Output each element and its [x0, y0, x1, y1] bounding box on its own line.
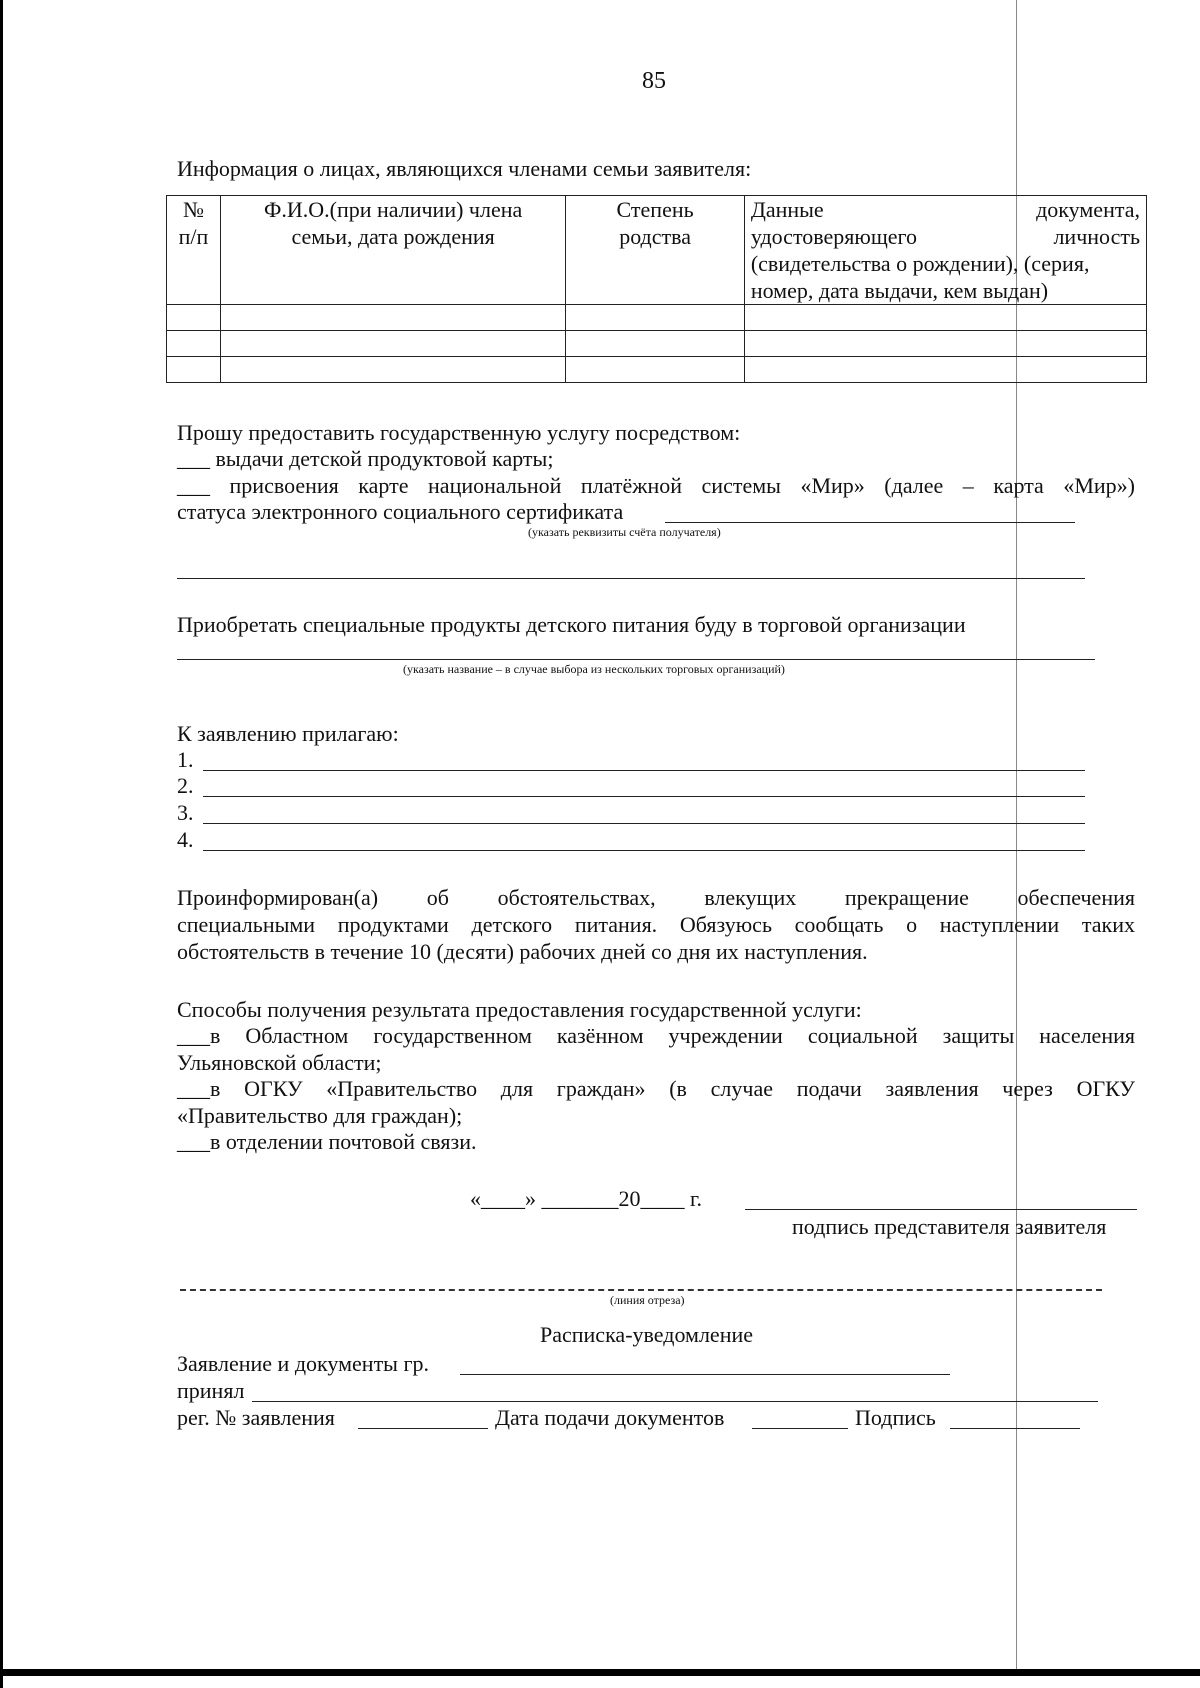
receipt-sign-line[interactable] — [950, 1428, 1080, 1429]
cell[interactable] — [167, 331, 221, 357]
delivery-heading: Способы получения результата предоставления государственной услуги: — [177, 997, 862, 1022]
receipt-accepted-line[interactable] — [252, 1401, 1098, 1402]
cell[interactable] — [744, 305, 1146, 331]
scan-left-edge — [0, 0, 3, 1688]
store-name-line[interactable] — [177, 659, 1095, 660]
cut-line-caption: (линия отреза) — [610, 1293, 685, 1307]
receipt-applicant-line[interactable] — [460, 1374, 950, 1375]
cell[interactable] — [744, 357, 1146, 383]
service-option-card: ___ выдачи детской продуктовой карты; — [177, 446, 554, 471]
attachment-line[interactable] — [203, 796, 1085, 797]
delivery-option-post: ___в отделении почтовой связи. — [177, 1129, 477, 1154]
family-table — [166, 195, 1147, 383]
header-fio: Ф.И.О.(при наличии) члена семьи, дата рождения — [220, 196, 566, 305]
store-caption: (указать название – в случае выбора из нескольких торговых организаций) — [403, 662, 785, 676]
cut-line — [180, 1289, 1102, 1291]
delivery-option-oguk-line2: Ульяновской области; — [177, 1050, 382, 1075]
delivery-option-oguk: ___в Областном государственном казённом учреждении социальной защиты населения — [177, 1023, 1135, 1048]
store-text: Приобретать специальные продукты детского питания буду в торговой организации — [177, 612, 966, 637]
receipt-sign-label: Подпись — [855, 1405, 936, 1430]
attachment-line[interactable] — [203, 823, 1085, 824]
table-header-row — [167, 196, 1147, 305]
service-option-mir-line2: статуса электронного социального сертификата — [177, 499, 624, 524]
receipt-date-label: Дата подачи документов — [495, 1405, 725, 1430]
page-number: 85 — [642, 68, 666, 94]
receipt-reg-line[interactable] — [358, 1428, 488, 1429]
attachment-number: 3. — [177, 800, 194, 825]
signature-caption: подпись представителя заявителя — [792, 1214, 1107, 1239]
cell[interactable] — [220, 305, 566, 331]
delivery-option-gov-line2: «Правительство для граждан); — [177, 1103, 463, 1128]
attachments-heading: К заявлению прилагаю: — [177, 721, 399, 746]
header-document: Данные документа, удостоверяющего личность (свидетельства о рождении), (серия, номер, дата выдачи, кем выдан) — [744, 196, 1146, 305]
receipt-title: Расписка-уведомление — [540, 1322, 754, 1347]
receipt-applicant-label: Заявление и документы гр. — [177, 1351, 429, 1376]
receipt-accepted-label: принял — [177, 1378, 245, 1403]
cell[interactable] — [566, 331, 744, 357]
cell[interactable] — [167, 305, 221, 331]
account-details-line[interactable] — [665, 522, 1075, 523]
family-heading: Информация о лицах, являющихся членами семьи заявителя: — [177, 156, 752, 181]
cell[interactable] — [744, 331, 1146, 357]
header-num: № п/п — [167, 196, 221, 305]
receipt-reg-label: рег. № заявления — [177, 1405, 335, 1430]
table-row — [167, 331, 1147, 357]
delivery-option-gov: ___в ОГКУ «Правительство для граждан» (в случае подачи заявления через ОГКУ — [177, 1076, 1135, 1101]
informed-line2: специальными продуктами детского питания. Обязуюсь сообщать о наступлении таких — [177, 912, 1135, 937]
attachment-line[interactable] — [203, 770, 1085, 771]
informed-line3: обстоятельств в течение 10 (десяти) рабочих дней со дня их наступления. — [177, 939, 868, 964]
service-option-mir-line1: ___ присвоения карте национальной платёжной системы «Мир» (далее – карта «Мир») — [177, 473, 1135, 498]
signature-date: «____» _______20____ г. — [470, 1186, 703, 1211]
account-details-line-2[interactable] — [177, 578, 1085, 579]
cell[interactable] — [566, 305, 744, 331]
attachment-number: 1. — [177, 747, 194, 772]
attachment-number: 4. — [177, 827, 194, 852]
account-caption: (указать реквизиты счёта получателя) — [528, 525, 721, 539]
cell[interactable] — [220, 357, 566, 383]
receipt-date-line[interactable] — [752, 1428, 848, 1429]
informed-line1: Проинформирован(а) об обстоятельствах, влекущих прекращение обеспечения — [177, 885, 1135, 910]
service-heading: Прошу предоставить государственную услугу посредством: — [177, 420, 741, 445]
cell[interactable] — [220, 331, 566, 357]
cell[interactable] — [167, 357, 221, 383]
cell[interactable] — [566, 357, 744, 383]
attachment-line[interactable] — [203, 850, 1085, 851]
header-relation: Степень родства — [566, 196, 744, 305]
scan-bottom-edge — [0, 1669, 1200, 1676]
table-row — [167, 305, 1147, 331]
attachment-number: 2. — [177, 773, 194, 798]
table-row — [167, 357, 1147, 383]
signature-line[interactable] — [745, 1209, 1137, 1210]
